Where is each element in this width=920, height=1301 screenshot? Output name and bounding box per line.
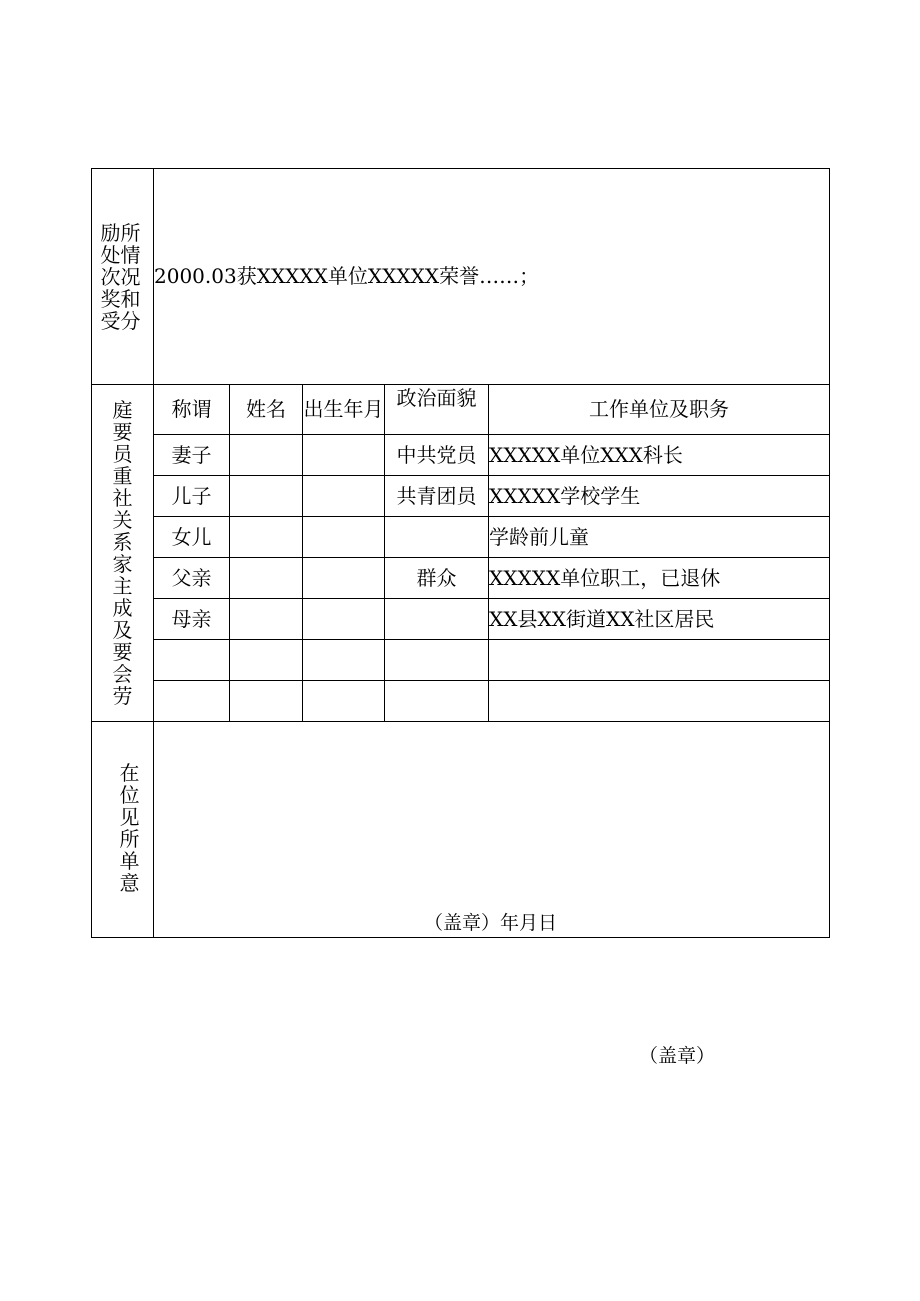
name-cell [230, 640, 303, 681]
birth-cell [303, 681, 385, 722]
work-cell: XXXXX单位职工，已退休 [489, 558, 830, 599]
birth-cell [303, 640, 385, 681]
footer-seal: （盖章） [639, 1045, 716, 1067]
work-cell: XXXXX学校学生 [489, 476, 830, 517]
relation-cell: 女儿 [154, 517, 230, 558]
relation-cell [154, 681, 230, 722]
awards-label: 励所处情次况奖和受分 [100, 220, 141, 333]
birth-cell [303, 435, 385, 476]
awards-label-cell [92, 169, 154, 385]
personnel-form-table [91, 168, 830, 938]
name-cell [230, 476, 303, 517]
awards-content-cell [154, 169, 830, 385]
relation-cell [154, 640, 230, 681]
work-cell [489, 681, 830, 722]
political-cell [385, 681, 489, 722]
relation-cell: 儿子 [154, 476, 230, 517]
work-cell [489, 640, 830, 681]
family-label: 庭要员重社关系家主成及要会劳 [112, 398, 133, 708]
table-row [92, 681, 830, 722]
name-cell [230, 599, 303, 640]
table-row [92, 640, 830, 681]
seal-date: （盖章）年月日 [424, 912, 558, 935]
table-row [92, 517, 830, 558]
header-political: 政治面貌 [385, 385, 489, 435]
political-cell [385, 517, 489, 558]
birth-cell [303, 599, 385, 640]
birth-cell [303, 517, 385, 558]
political-cell [385, 599, 489, 640]
name-cell [230, 681, 303, 722]
opinion-label-cell [92, 722, 154, 938]
relation-cell: 母亲 [154, 599, 230, 640]
table-row [92, 599, 830, 640]
birth-cell [303, 558, 385, 599]
political-cell [385, 640, 489, 681]
table-row [92, 558, 830, 599]
name-cell [230, 517, 303, 558]
birth-cell [303, 476, 385, 517]
political-cell: 中共党员 [385, 435, 489, 476]
opinion-content-cell [154, 722, 830, 938]
header-name: 姓名 [230, 385, 303, 435]
work-cell: XXXXX单位XXX科长 [489, 435, 830, 476]
name-cell [230, 558, 303, 599]
header-work: 工作单位及职务 [489, 385, 830, 435]
work-cell: 学龄前儿童 [489, 517, 830, 558]
relation-cell: 妻子 [154, 435, 230, 476]
political-cell: 共青团员 [385, 476, 489, 517]
opinion-label: 在位见所单意 [119, 761, 140, 895]
name-cell [230, 435, 303, 476]
table-row [92, 476, 830, 517]
family-label-cell [92, 385, 154, 722]
work-cell: XX县XX街道XX社区居民 [489, 599, 830, 640]
table-row [92, 435, 830, 476]
political-cell: 群众 [385, 558, 489, 599]
header-relation: 称谓 [154, 385, 230, 435]
header-birth: 出生年月 [303, 385, 385, 435]
relation-cell: 父亲 [154, 558, 230, 599]
awards-content: 2000.03获XXXXX单位XXXXX荣誉……； [154, 264, 540, 288]
